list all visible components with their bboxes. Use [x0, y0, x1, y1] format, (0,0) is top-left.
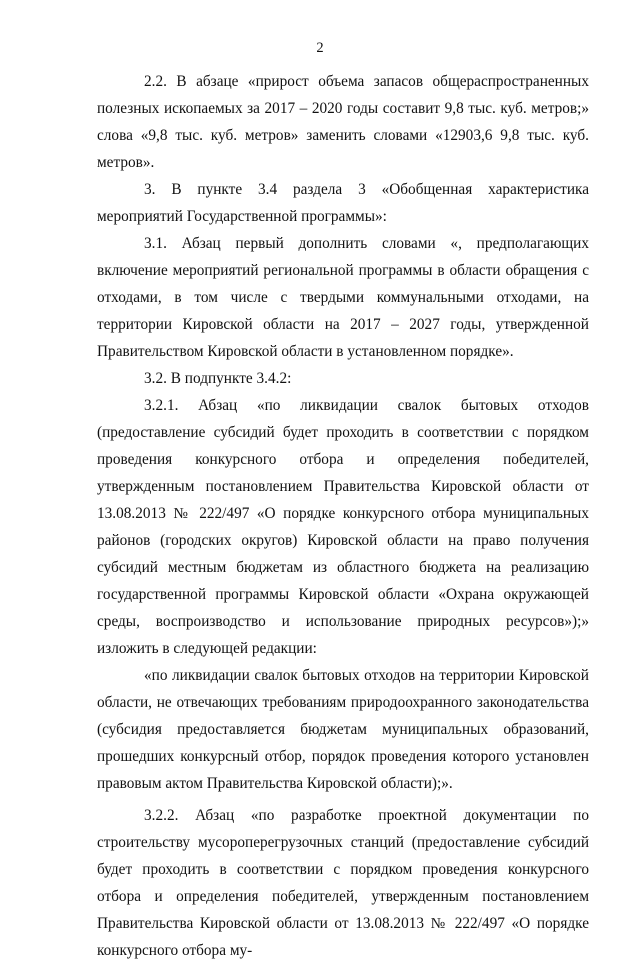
paragraph-3-2-2: 3.2.2. Абзац «по разработке проектной документации по строительству мусороперегрузочных станций (предоставление субсидий будет проходить в соответствии с порядком проведения конкурсного отбора и определения победителей, утвержденным постановлением Правительства Кировской области от 13.08.2013 № 222/497 «О порядке конкурсного отбора му-: [97, 807, 589, 959]
paragraph-3: 3. В пункте 3.4 раздела 3 «Обобщенная характеристика мероприятий Государственной программы»:: [97, 181, 589, 225]
page-number: 2: [316, 40, 324, 56]
paragraph-new-wording: «по ликвидации свалок бытовых отходов на территории Кировской области, не отвечающих требованиям природоохранного законодательства (субсидия предоставляется бюджетам муниципальных образований, прошедших конкурсный отбор, порядок проведения которого установлен правовым актом Правительства Кировской области);».: [97, 667, 589, 792]
paragraph-3-2-1: 3.2.1. Абзац «по ликвидации свалок бытовых отходов (предоставление субсидий будет проходить в соответствии с порядком проведения конкурсного отбора и определения победителей, утвержденным постановлением Правительства Кировской области от 13.08.2013 № 222/497 «О порядке конкурсного отбора муниципальных районов (городских округов) Кировской области на право получения субсидий местным бюджетам из областного бюджета на реализацию государственной программы Кировской области «Охрана окружающей среды, воспроизводство и использование природных ресурсов»);» изложить в следующей редакции:: [97, 397, 589, 657]
document-body: [97, 68, 589, 964]
paragraph-3-2: 3.2. В подпункте 3.4.2:: [144, 370, 292, 387]
paragraph-3-1: 3.1. Абзац первый дополнить словами «, предполагающих включение мероприятий региональной программы в области обращения с отходами, в том числе с твердыми коммунальными отходами, на территории Кировской области на 2017 – 2027 годы, утвержденной Правительством Кировской области в установленном порядке».: [97, 235, 589, 360]
paragraph-2-2: 2.2. В абзаце «прирост объема запасов общераспространенных полезных ископаемых за 2017 – 2020 годы составит 9,8 тыс. куб. метров;» слова «9,8 тыс. куб. метров» заменить словами «12903,6 9,8 тыс. куб. метров».: [97, 73, 589, 171]
